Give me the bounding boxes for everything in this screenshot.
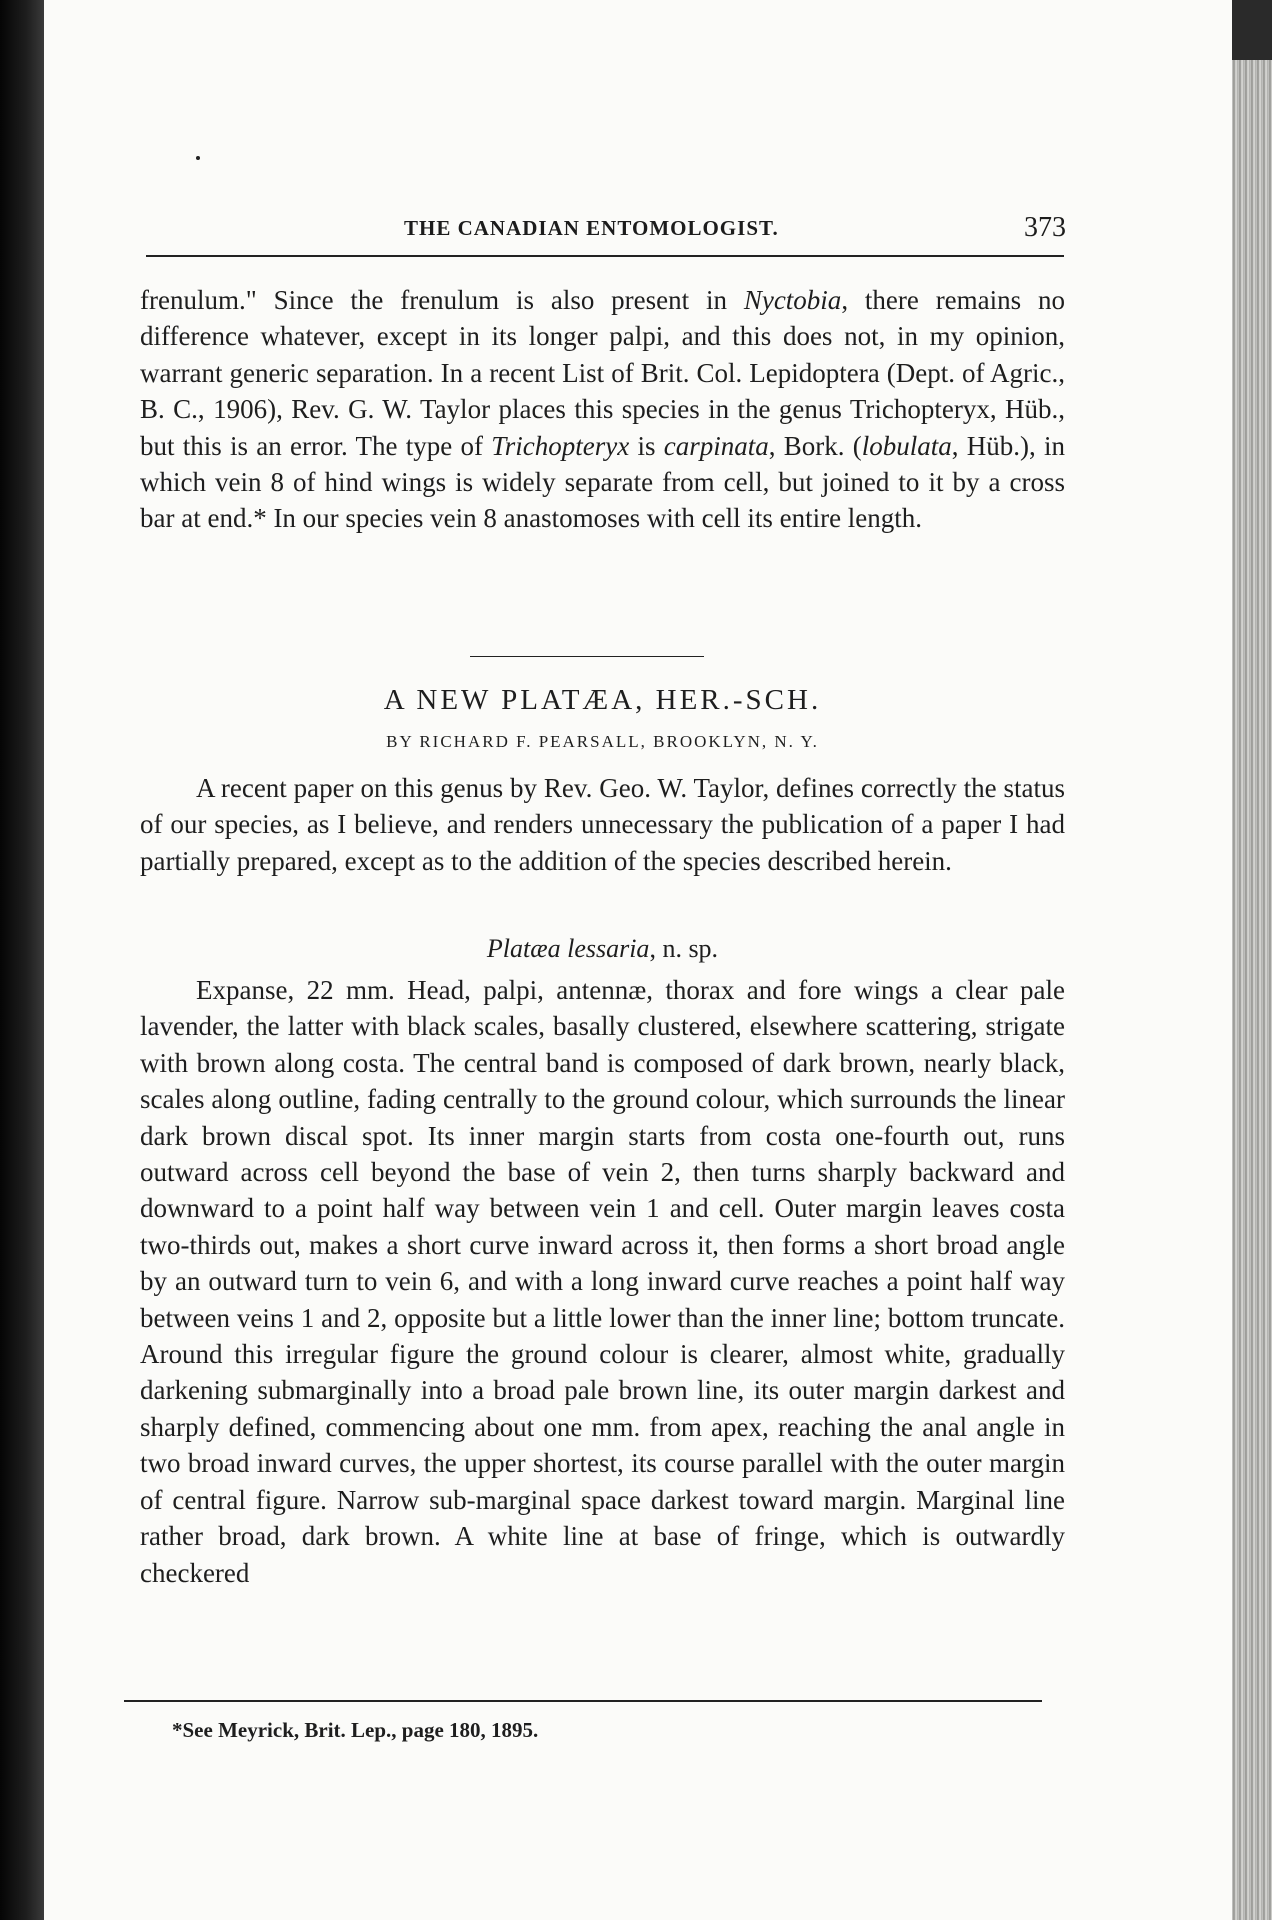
page-stack-edge — [1232, 0, 1272, 1920]
description-paragraph: Expanse, 22 mm. Head, palpi, antennæ, thorax and fore wings a clear pale lavender, the latter with black scales, basally clustered, elsewhere scattering, strigate with brown along costa. The central band is composed of dark brown, nearly black, scales along outline, fading centrally to the ground colour, which surrounds the linear dark brown discal spot. Its inner margin starts from costa one-fourth out, runs outward across cell beyond the base of vein 2, then turns sharply backward and downward to a point half way between vein 1 and cell. Outer margin leaves costa two-thirds out, makes a short curve inward across it, then forms a short broad angle by an outward turn to vein 6, and with a long inward curve reaches a point half way between veins 1 and 2, opposite but a little lower than the inner line; bottom truncate. Around this irregular figure the ground colour is clearer, almost white, gradually darkening submarginally into a broad pale brown line, its outer margin darkest and sharply defined, commencing about one mm. from apex, reaching the anal angle in two broad inward curves, the upper shortest, its course parallel with the outer margin of central figure. Narrow sub-marginal space darkest toward margin. Marginal line rather broad, dark brown. A white line at base of fringe, which is outwardly checkered — [140, 975, 1065, 1588]
species-carpinata: carpinata — [663, 430, 769, 461]
continued-text-start: frenulum." Since the frenulum is also present in — [140, 285, 744, 315]
book-gutter-shadow — [0, 0, 44, 1920]
continued-paragraph — [140, 282, 1065, 537]
running-head — [140, 212, 1066, 252]
species-lobulata: lobulata — [861, 430, 952, 461]
article-title: A NEW PLATÆA, HER.-SCH. — [383, 684, 822, 716]
intro-paragraph: A recent paper on this genus by Rev. Geo. W. Taylor, defines correctly the status of our species, as I believe, and renders unnecessary the publication of a paper I had partially prepared, except as to the addition of the species described herein. — [140, 773, 1065, 876]
continued-text-bork: , Bork. ( — [768, 430, 862, 461]
continued-text-middle: , there remains no difference whatever, except in its longer palpi, and this does not, in my opinion, warrant generic separation. In a recent List of Brit. Col. Lepidoptera (Dept. of Agric., B. C., 1906), Rev. G. W. Taylor places this species in the genus Trichopteryx, Hüb., but this is an error. The type of — [140, 285, 1065, 461]
running-title: THE CANADIAN ENTOMOLOGIST. — [404, 216, 779, 240]
continued-text-end: , Hüb.), in which vein 8 of hind wings is widely separate from cell, but joined to it by a cross bar at end.* In our species vein 8 anastomoses with cell its entire length. — [140, 430, 1065, 534]
page-number: 373 — [1024, 212, 1066, 243]
article-byline: BY RICHARD F. PEARSALL, BROOKLYN, N. Y. — [386, 732, 819, 751]
genus-nyctobia: Nyctobia — [743, 285, 842, 315]
footnote: *See Meyrick, Brit. Lep., page 180, 1895. — [172, 1718, 539, 1742]
species-suffix: , n. sp. — [649, 934, 719, 963]
header-rule — [146, 255, 1064, 257]
footnote-rule — [124, 1700, 1042, 1702]
ink-speck — [196, 156, 200, 160]
species-heading — [140, 934, 1065, 964]
genus-trichopteryx: Trichopteryx — [491, 430, 630, 461]
species-name: Platæa lessaria — [486, 934, 650, 963]
page-stack-shadow — [1232, 0, 1272, 60]
section-divider — [470, 656, 704, 657]
continued-text-is: is — [629, 430, 664, 461]
